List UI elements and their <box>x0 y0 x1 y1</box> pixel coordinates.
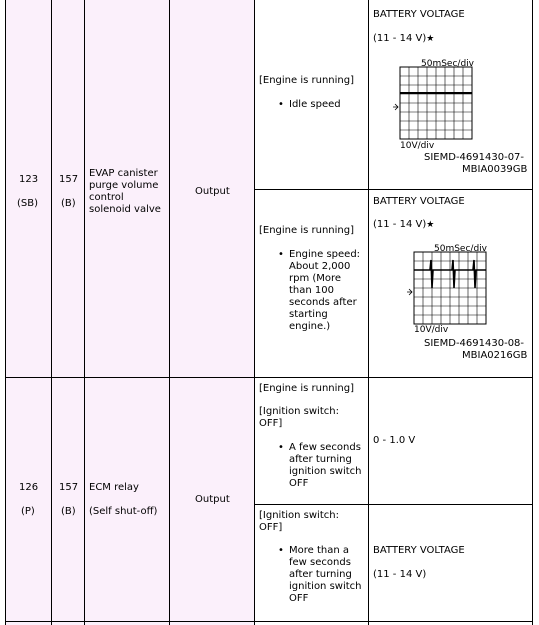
grid-line <box>84 0 85 625</box>
scope-volt-scale: 10V/div <box>414 325 449 335</box>
figure-id: SIEMD-4691430-07- <box>424 152 525 163</box>
figure-id: MBIA0039GB <box>462 164 528 175</box>
value-text: 0 - 1.0 V <box>373 435 416 446</box>
condition-bullet-line: starting <box>289 309 328 320</box>
description-line: EVAP canister <box>89 168 158 179</box>
grid-line <box>254 189 533 190</box>
condition-heading: [Engine is running] <box>259 383 355 394</box>
condition-bullet-line: ignition switch <box>289 466 362 477</box>
ground-terminal: 157 <box>59 482 79 493</box>
description-line: solenoid valve <box>89 204 161 215</box>
col-description-bg <box>85 0 169 625</box>
grid-line <box>5 0 6 625</box>
signal-type: Output <box>195 494 230 505</box>
condition-bullet-line: OFF <box>289 478 309 489</box>
condition-heading: [Engine is running] <box>259 225 355 236</box>
oscilloscope-pulse-icon <box>406 251 490 329</box>
star-icon: ★ <box>426 34 435 44</box>
grid-line <box>169 0 170 625</box>
grid-line <box>5 621 533 622</box>
value-text: BATTERY VOLTAGE <box>373 9 465 20</box>
scope-time-scale: 50mSec/div <box>421 59 474 69</box>
grid-line <box>5 377 533 378</box>
figure-id: SIEMD-4691430-08- <box>424 338 525 349</box>
condition-heading: [Ignition switch: <box>259 406 339 417</box>
condition-bullet: • Idle speed <box>289 99 341 111</box>
condition-bullet-line: ignition switch <box>289 581 362 592</box>
value-text: (11 - 14 V)★ <box>373 33 435 44</box>
oscilloscope-idle-icon <box>392 66 476 144</box>
condition-bullet: • More than a <box>289 545 349 557</box>
col-terminal-bg <box>6 0 51 625</box>
condition-bullet-line: than 100 <box>289 285 334 296</box>
scope-volt-scale: 10V/div <box>400 141 435 151</box>
grid-line <box>254 504 533 505</box>
terminal-number: 123 <box>19 174 39 185</box>
condition-bullet-line: few seconds <box>289 557 351 568</box>
ground-color: (B) <box>61 506 76 517</box>
condition-bullet-line: About 2,000 <box>289 261 351 272</box>
scope-time-scale: 50mSec/div <box>434 244 487 254</box>
description-line: control <box>89 192 124 203</box>
condition-bullet: • A few seconds <box>289 442 361 454</box>
condition-bullet-line: after turning <box>289 569 352 580</box>
value-text: BATTERY VOLTAGE <box>373 196 465 207</box>
ground-color: (B) <box>61 198 76 209</box>
condition-bullet-line: after turning <box>289 454 352 465</box>
condition-bullet-line: engine.) <box>289 321 331 332</box>
grid-line <box>254 0 255 625</box>
ground-terminal: 157 <box>59 174 79 185</box>
description-line: purge volume <box>89 180 159 191</box>
condition-bullet-line: rpm (More <box>289 273 342 284</box>
grid-line <box>368 0 369 625</box>
value-text: BATTERY VOLTAGE <box>373 545 465 556</box>
description-line: (Self shut-off) <box>89 506 158 517</box>
terminal-number: 126 <box>19 482 39 493</box>
condition-heading: [Engine is running] <box>259 75 355 86</box>
signal-type: Output <box>195 186 230 197</box>
condition-heading: OFF] <box>259 522 283 533</box>
col-signal-bg <box>170 0 254 625</box>
condition-bullet-line: OFF <box>289 593 309 604</box>
condition-bullet-line: seconds after <box>289 297 357 308</box>
value-text: (11 - 14 V)★ <box>373 219 435 230</box>
grid-line <box>532 0 533 625</box>
figure-id: MBIA0216GB <box>462 350 528 361</box>
col-ground-bg <box>52 0 84 625</box>
grid-line <box>51 0 52 625</box>
star-icon: ★ <box>426 220 435 230</box>
condition-heading: [Ignition switch: <box>259 510 339 521</box>
value-text: (11 - 14 V) <box>373 569 427 580</box>
condition-bullet: • Engine speed: <box>289 249 360 261</box>
wire-color: (SB) <box>17 198 39 209</box>
description-line: ECM relay <box>89 482 139 493</box>
condition-heading: OFF] <box>259 418 283 429</box>
wire-color: (P) <box>21 506 35 517</box>
